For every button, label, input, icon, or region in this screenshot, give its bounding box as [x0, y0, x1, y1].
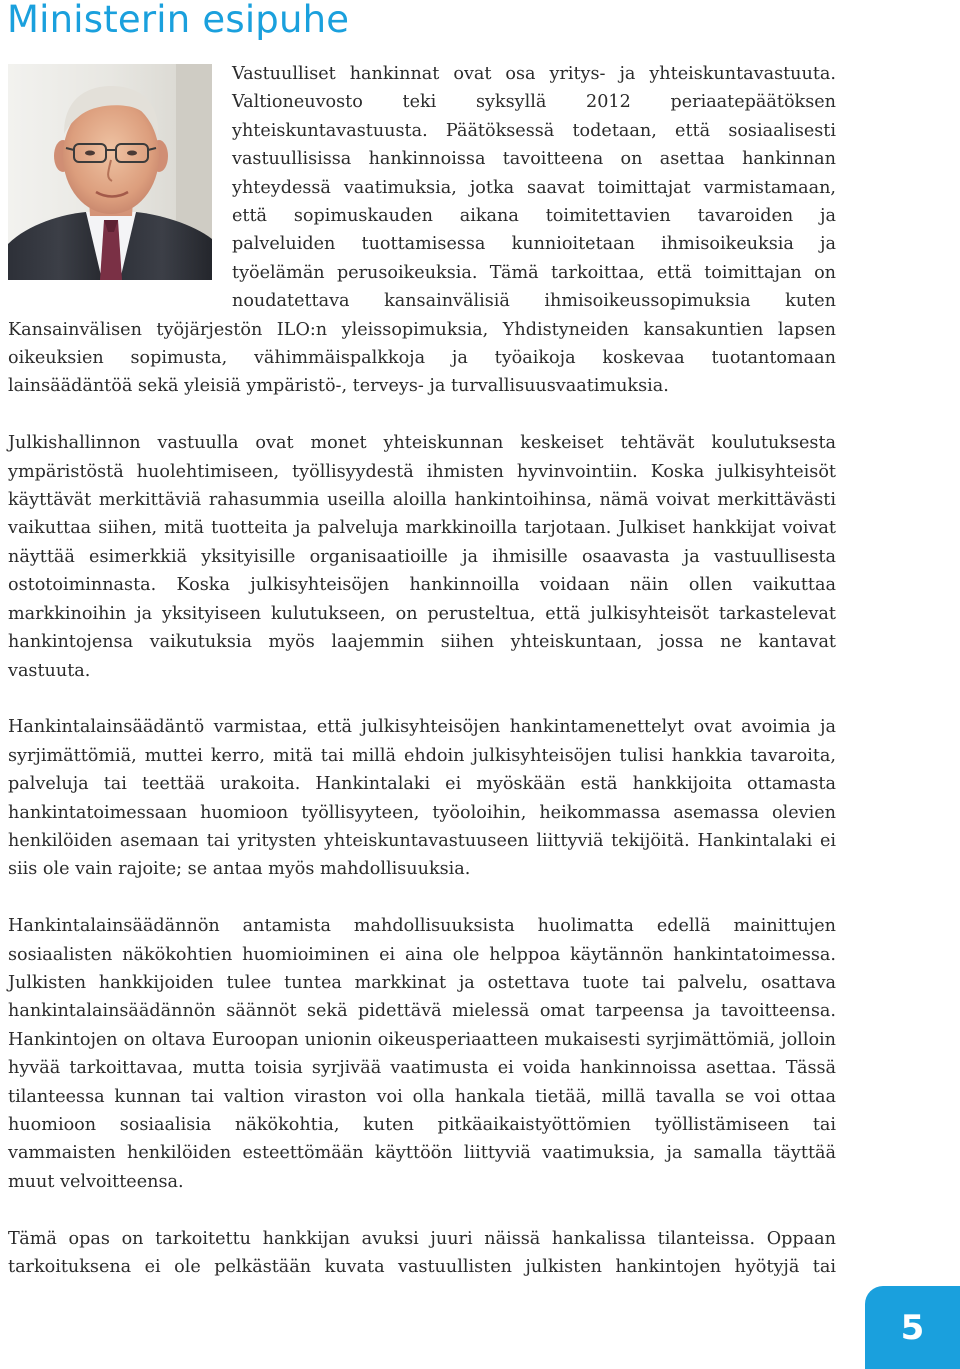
foreword-body [8, 60, 836, 1281]
paragraph-5: Tämä opas on tarkoitettu hankkijan avuksi juuri näissä hankalissa tilanteissa. Oppaan tarkoituksena ei ole pelkästään kuvata vastuullisten julkisten hankintojen hyötyjä tai [8, 1228, 836, 1277]
page-number: 5 [900, 1307, 925, 1348]
page-title: Ministerin esipuhe [7, 0, 350, 41]
paragraph-2: Julkishallinnon vastuulla ovat monet yhteiskunnan keskeiset tehtävät koulutuksesta ympäristöstä huolehtimiseen, työllisyydestä ihmisten hyvinvointiin. Koska julkisyhteisöt käyttävät merkittäviä rahasummia useilla aloilla hankintoihinsa, nämä voivat merkittävästi vaikuttaa siihen, mitä tuotteita ja palveluja markkinoilla tarjotaan. Julkiset hankkijat voivat näyttää esimerkkiä yksityisille organisaatioille ja ihmisille osaavasta ja vastuullisesta ostotoiminnasta. Koska julkisyhteisöjen hankinnoilla voidaan näin ollen vaikuttaa markkinoihin ja yksityiseen kulutukseen, on perusteltua, että julkisyhteisöt tarkastelevat hankintojensa vaikutuksia myös laajemmin siihen yhteiskuntaan, jossa ne kantavat vastuuta. [8, 433, 836, 681]
page-number-badge [865, 1286, 960, 1369]
portrait-text-wrap [8, 60, 232, 292]
paragraph-1: Vastuulliset hankinnat ovat osa yritys- ja yhteiskuntavastuuta. Valtioneuvosto teki syksyllä 2012 periaatepäätöksen yhteiskuntavastuusta. Päätöksessä todetaan, että sosiaalisesti vastuullisissa hankinnoissa tavoitteena on asettaa hankinnan yhteydessä vaatimuksia, jotka saavat toimittajat varmistamaan, että sopimuskauden aikana toimitettavien tavaroiden ja palveluiden tuottamisessa kunnioitetaan ihmisoikeuksia ja työelämän perusoikeuksia. Tämä tarkoittaa, että toimittajan on noudatettava kansainvälisiä ihmisoikeussopimuksia kuten Kansainvälisen työjärjestön ILO:n yleissopimuksia, Yhdistyneiden kansakuntien lapsen oikeuksien sopimusta, vähimmäispalkkoja ja työaikoja koskevaa tuotantomaan lainsäädäntöä sekä yleisiä ympäristö-, terveys- ja turvallisuusvaatimuksia. [8, 64, 836, 397]
paragraph-4: Hankintalainsäädännön antamista mahdollisuuksista huolimatta edellä mainittujen sosiaalisten näkökohtien huomioiminen ei aina ole helppoa käytännön hankintatoimessa. Julkisten hankkijoiden tulee tuntea markkinat ja ostettava tuote tai palvelu, osattava hankintalainsäädännön säännöt sekä pidettävä mielessä omat tarpeensa ja tavoitteensa. Hankintojen on oltava Euroopan unionin oikeusperiaatteen mukaisesti syrjimättömiä, jolloin hyvää tarkoittavaa, mutta toisia syrjivää vaatimusta ei voida hankinnoissa asettaa. Tässä tilanteessa kunnan tai valtion viraston voi olla hankala tietää, millä tavalla se voi ottaa huomioon sosiaalisia näkökohtia, kuten pitkäaikaistyöttömien työllistämiseen tai vammaisten henkilöiden esteettömään käyttöön liittyviä vaatimuksia, ja samalla täyttää muut velvoitteensa. [8, 916, 836, 1192]
paragraph-3: Hankintalainsäädäntö varmistaa, että julkisyhteisöjen hankintamenettelyt ovat avoimia ja syrjimättömiä, muttei kerro, mitä tai millä ehdoin julkisyhteisöjen tulisi hankkia tavaroita, palveluja tai teettää urakoita. Hankintalaki ei myöskään estä hankkijoita ottamasta hankintatoimessaan huomioon työllisyyteen, työoloihin, heikommassa asemassa olevien henkilöiden asemaan tai yritysten yhteiskuntavastuuseen liittyviä tekijöitä. Hankintalaki ei siis ole vain rajoite; se antaa myös mahdollisuuksia. [8, 717, 836, 880]
